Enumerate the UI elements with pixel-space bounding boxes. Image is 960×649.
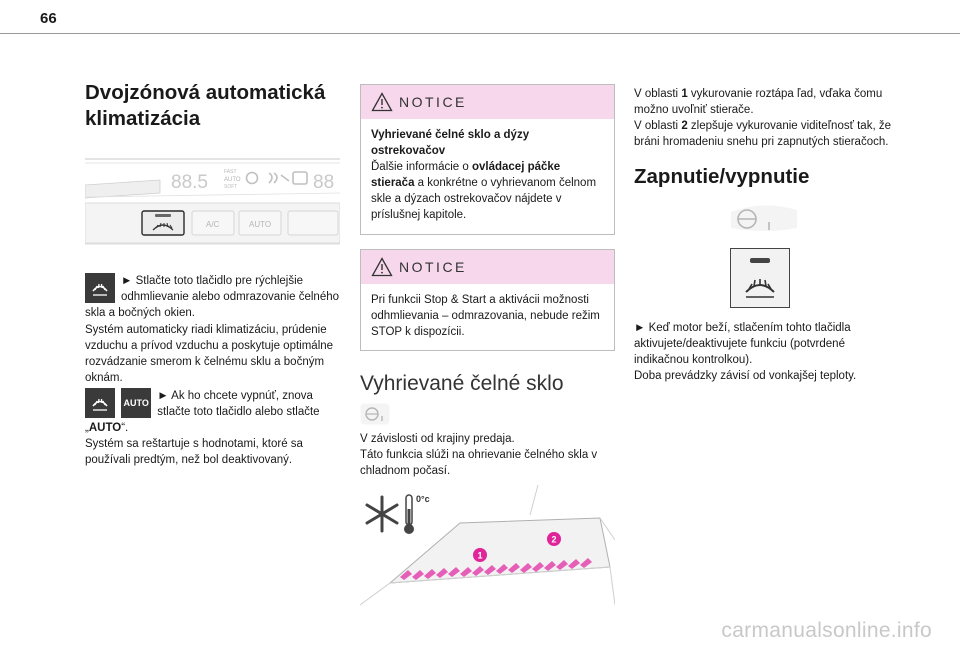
zone-marker-1: [473, 548, 487, 562]
temperature-label: 0°c: [416, 494, 430, 505]
notice-header: [361, 85, 614, 119]
defrost-button[interactable]: [142, 211, 184, 235]
system-description: Systém automaticky riadi klimatizáciu, prúdenie vzduchu a prívod vzduchu a poskytuje optimálne rozvádzanie smerom k čelnému sklu a bočným oknám.: [85, 323, 334, 384]
defrost-button-icon: [85, 388, 115, 418]
steering-wheel-icon: [729, 202, 799, 236]
notice-body: Pri funkcii Stop & Start a aktivácii možnosti odhmlievania – odmrazovania, nebude režim STOP k dispozícii.: [371, 293, 600, 338]
watermark: carmanualsonline.info: [721, 619, 932, 642]
notice-box-windscreen: [360, 84, 615, 235]
soft-label: SOFT: [224, 184, 238, 191]
instruction-press: ► Stlačte toto tlačidlo pre rýchlejšie odhmlievanie alebo odmrazovanie čelného skla a bočných okien.: [85, 275, 340, 320]
auto-mode-label: AUTO: [224, 177, 241, 184]
airflow-icon: [293, 172, 307, 184]
country-note: V závislosti od krajiny predaja.: [360, 433, 515, 446]
notice-title: NOTICE: [399, 94, 467, 110]
fast-label: FAST: [224, 169, 237, 176]
zone-2-description: V oblasti 2 zlepšuje vykurovanie viditeľnosť tak, že bráni hromadeniu snehu pri zapnutých stieračoch.: [634, 120, 891, 149]
zone-marker-2: [547, 532, 561, 546]
section-title-climate: Dvojzónová automatická klimatizácia: [85, 81, 326, 130]
deactivate-icons: [85, 388, 151, 418]
climate-panel-illustration: [85, 153, 340, 245]
page-number: 66: [40, 10, 57, 27]
column-switching: [634, 86, 894, 384]
zone-1-description: V oblasti 1 vykurovanie roztápa ľad, vďaka čomu možno uvoľniť stierače.: [634, 88, 883, 117]
svg-text:2: 2: [551, 534, 557, 545]
recirculation-icon: [247, 173, 258, 184]
column-climate: [85, 80, 340, 468]
notice-header: [361, 250, 614, 284]
section-title-on-off: Zapnutie/vypnutie: [634, 165, 810, 189]
steering-wheel-icon: [360, 403, 390, 425]
activation-instruction: ► Keď motor beží, stlačením tohto tlačidla aktivujete/deaktivujete funkciu (potvrdené indikačnou kontrolkou).: [634, 322, 851, 367]
heated-windscreen-button-icon: [730, 248, 790, 308]
auto-button-icon: AUTO: [121, 388, 151, 418]
thermometer-icon: [404, 495, 414, 534]
heated-windscreen-illustration: [360, 485, 615, 607]
column-notices: [360, 84, 615, 607]
svg-text:1: 1: [477, 550, 483, 561]
notice-heading: Vyhrievané čelné sklo a dýzy ostrekovačov: [371, 129, 530, 158]
duration-note: Doba prevádzky závisí od vonkajšej teploty.: [634, 370, 857, 383]
section-title-heated-windscreen: Vyhrievané čelné sklo: [360, 371, 564, 395]
auto-button-label: AUTO: [249, 220, 272, 230]
warning-triangle-icon: [371, 257, 393, 277]
temp-display-left: 88.5: [171, 172, 208, 194]
notice-title: NOTICE: [399, 258, 467, 275]
top-rule: [0, 33, 960, 34]
instruction-deactivate: AUTO ► Ak ho chcete vypnúť, znova stlačte toto tlačidlo alebo stlačte „AUTO“.: [85, 389, 320, 435]
notice-body: [361, 119, 614, 234]
temp-display-right: 88: [313, 172, 335, 194]
snowflake-icon: [367, 497, 397, 531]
fan-icon: [269, 173, 289, 183]
restart-note: Systém sa reštartuje s hodnotami, ktoré sa používali predtým, než bol deaktivovaný.: [85, 438, 303, 467]
ac-button-label: A/C: [206, 220, 220, 230]
notice-box-stop-start: [360, 249, 615, 351]
function-description: Táto funkcia slúži na ohrievanie čelného skla v chladnom počasí.: [360, 449, 598, 478]
notice-text: Ďalšie informácie o ovládacej páčke stierača a konkrétne o vyhrievanom čelnom skle a dýzach ostrekovačov nájdete v príslušnej kapitole.: [371, 161, 597, 222]
defrost-button-icon: [85, 273, 115, 303]
warning-triangle-icon: [371, 92, 393, 112]
